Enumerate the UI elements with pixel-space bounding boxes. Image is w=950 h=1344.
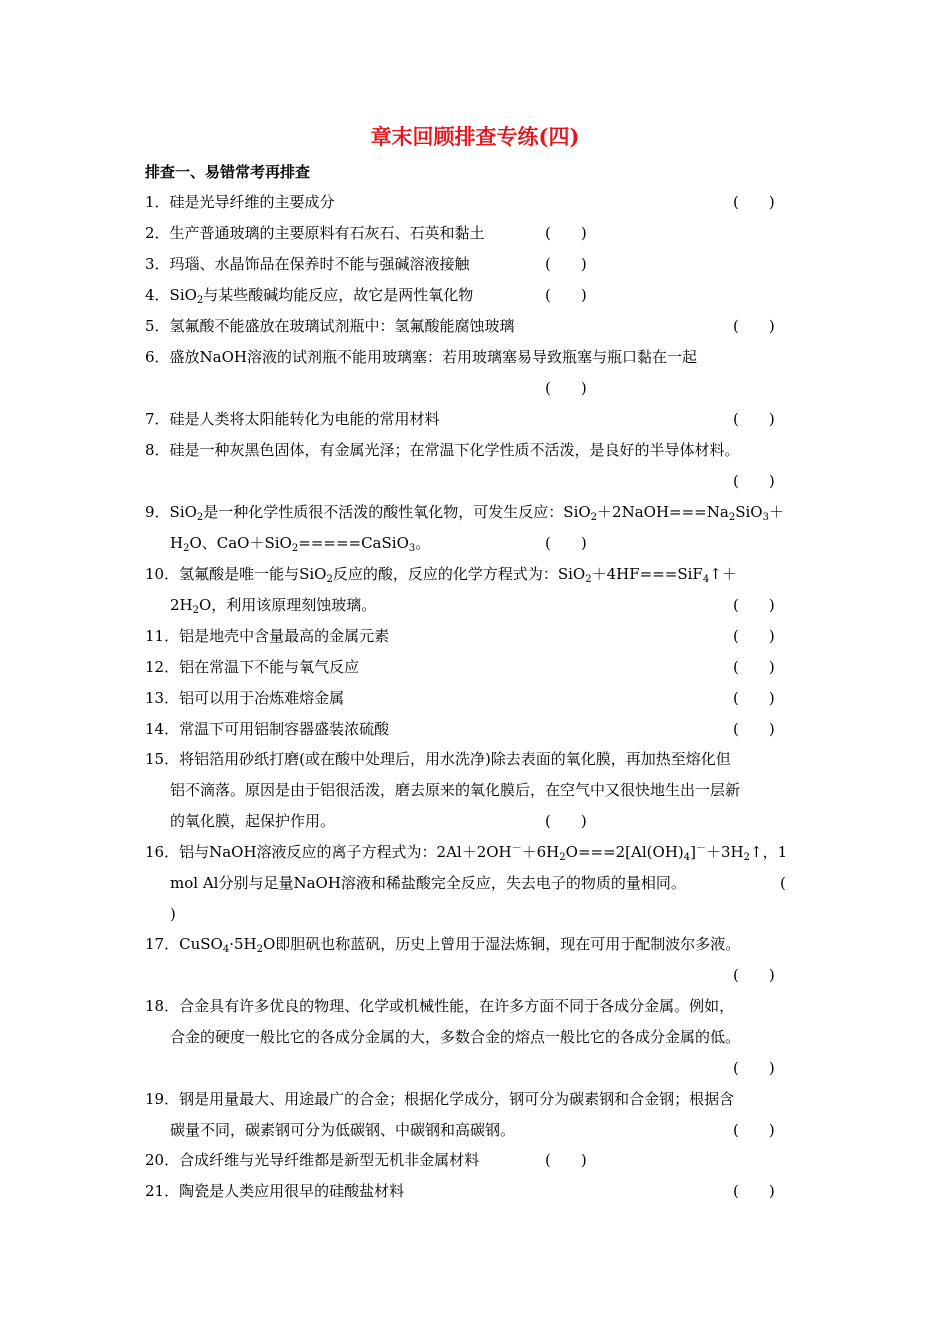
answer-blank-15: ( ) (545, 812, 587, 830)
item-5: 5．氢氟酸不能盛放在玻璃试剂瓶中：氢氟酸能腐蚀玻璃 (145, 317, 515, 335)
answer-blank-19: ( ) (733, 1121, 775, 1139)
answer-blank-13: ( ) (733, 689, 775, 707)
item-9-line-2: $H_2O$、CaO＋SiO$_2$=====CaSiO$_3$。 (170, 534, 431, 554)
item-15-line-3: 的氧化膜，起保护作用。 (170, 812, 336, 830)
item-8: 8．硅是一种灰黑色固体，有金属光泽；在常温下化学性质不活泼，是良好的半导体材料。 (145, 441, 740, 459)
answer-blank-20: ( ) (545, 1151, 587, 1169)
answer-blank-3: ( ) (545, 255, 587, 273)
item-7: 7．硅是人类将太阳能转化为电能的常用材料 (145, 410, 440, 428)
item-10-line-2: $2H_2O$，利用该原理刻蚀玻璃。 (170, 596, 377, 616)
section-heading: 排查一、易错常考再排查 (145, 163, 311, 181)
answer-blank-17: ( ) (733, 966, 775, 984)
item-1: 1．硅是光导纤维的主要成分 (145, 193, 335, 211)
answer-blank-18: ( ) (733, 1059, 775, 1077)
item-18-line-2: 合金的硬度一般比它的各成分金属的大，多数合金的熔点一般比它的各成分金属的低。 (170, 1028, 741, 1046)
item-3: 3．玛瑙、水晶饰品在保养时不能与强碱溶液接触 (145, 255, 470, 273)
answer-blank-16-open: ( (780, 874, 786, 892)
item-9-line-1: 9．SiO$_2$是一种化学性质很不活泼的酸性氧化物，可发生反应：$SiO_2+2NaOH===Na_2SiO_3+$ (145, 503, 784, 523)
item-19-line-2: 碳量不同，碳素钢可分为低碳钢、中碳钢和高碳钢。 (170, 1121, 516, 1139)
answer-blank-7: ( ) (733, 410, 775, 428)
answer-blank-21: ( ) (733, 1182, 775, 1200)
item-21: 21．陶瓷是人类应用很早的硅酸盐材料 (145, 1182, 405, 1200)
item-12: 12．铝在常温下不能与氧气反应 (145, 658, 360, 676)
answer-blank-12: ( ) (733, 658, 775, 676)
answer-blank-9: ( ) (545, 534, 587, 552)
answer-blank-11: ( ) (733, 627, 775, 645)
answer-blank-10: ( ) (733, 596, 775, 614)
item-18-line-1: 18．合金具有许多优良的物理、化学或机械性能，在许多方面不同于各成分金属。例如， (145, 997, 735, 1015)
item-11: 11．铝是地壳中含量最高的金属元素 (145, 627, 390, 645)
item-15-line-1: 15．将铝箔用砂纸打磨(或在酸中处理后，用水洗净)除去表面的氧化膜，再加热至熔化但 (145, 750, 731, 768)
answer-blank-4: ( ) (545, 286, 587, 304)
answer-blank-1: ( ) (733, 193, 775, 211)
item-13: 13．铝可以用于冶炼难熔金属 (145, 689, 345, 707)
item-2: 2．生产普通玻璃的主要原料有石灰石、石英和黏土 (145, 224, 485, 242)
answer-blank-14: ( ) (733, 720, 775, 738)
page-title: 章末回顾排查专练(四) (370, 124, 580, 149)
answer-blank-8: ( ) (733, 472, 775, 490)
item-15-line-2: 铝不滴落。原因是由于铝很活泼，磨去原来的氧化膜后，在空气中又很快地生出一层新 (170, 781, 741, 799)
item-19-line-1: 19．钢是用量最大、用途最广的合金；根据化学成分，钢可分为碳素钢和合金钢；根据含 (145, 1090, 735, 1108)
answer-blank-5: ( ) (733, 317, 775, 335)
answer-blank-16-close: ) (170, 905, 176, 923)
answer-blank-6: ( ) (545, 379, 587, 397)
item-10-line-1: 10．氢氟酸是唯一能与SiO$_2$反应的酸，反应的化学方程式为：SiO$_2$＋4HF===SiF$_4$↑＋ (145, 565, 737, 585)
answer-blank-2: ( ) (545, 224, 587, 242)
item-14: 14．常温下可用铝制容器盛装浓硫酸 (145, 720, 390, 738)
item-16-line-2: mol Al分别与足量NaOH溶液和稀盐酸完全反应，失去电子的物质的量相同。 (170, 874, 686, 892)
item-20: 20．合成纤维与光导纤维都是新型无机非金属材料 (145, 1151, 480, 1169)
item-17: 17．$CuSO_4\cdot 5H_2O$即胆矾也称蓝矾，历史上曾用于湿法炼铜，现在可用于配制波尔多液。 (145, 935, 741, 955)
item-16-line-1: 16．铝与NaOH溶液反应的离子方程式为：$2Al+2OH^-+6H_2O===2[Al(OH)_4]^-+3H_2↑$，1 (145, 843, 788, 863)
item-6: 6．盛放NaOH溶液的试剂瓶不能用玻璃塞：若用玻璃塞易导致瓶塞与瓶口黏在一起 (145, 348, 697, 366)
item-4: 4．SiO$_2$与某些酸碱均能反应，故它是两性氧化物 (145, 286, 474, 306)
